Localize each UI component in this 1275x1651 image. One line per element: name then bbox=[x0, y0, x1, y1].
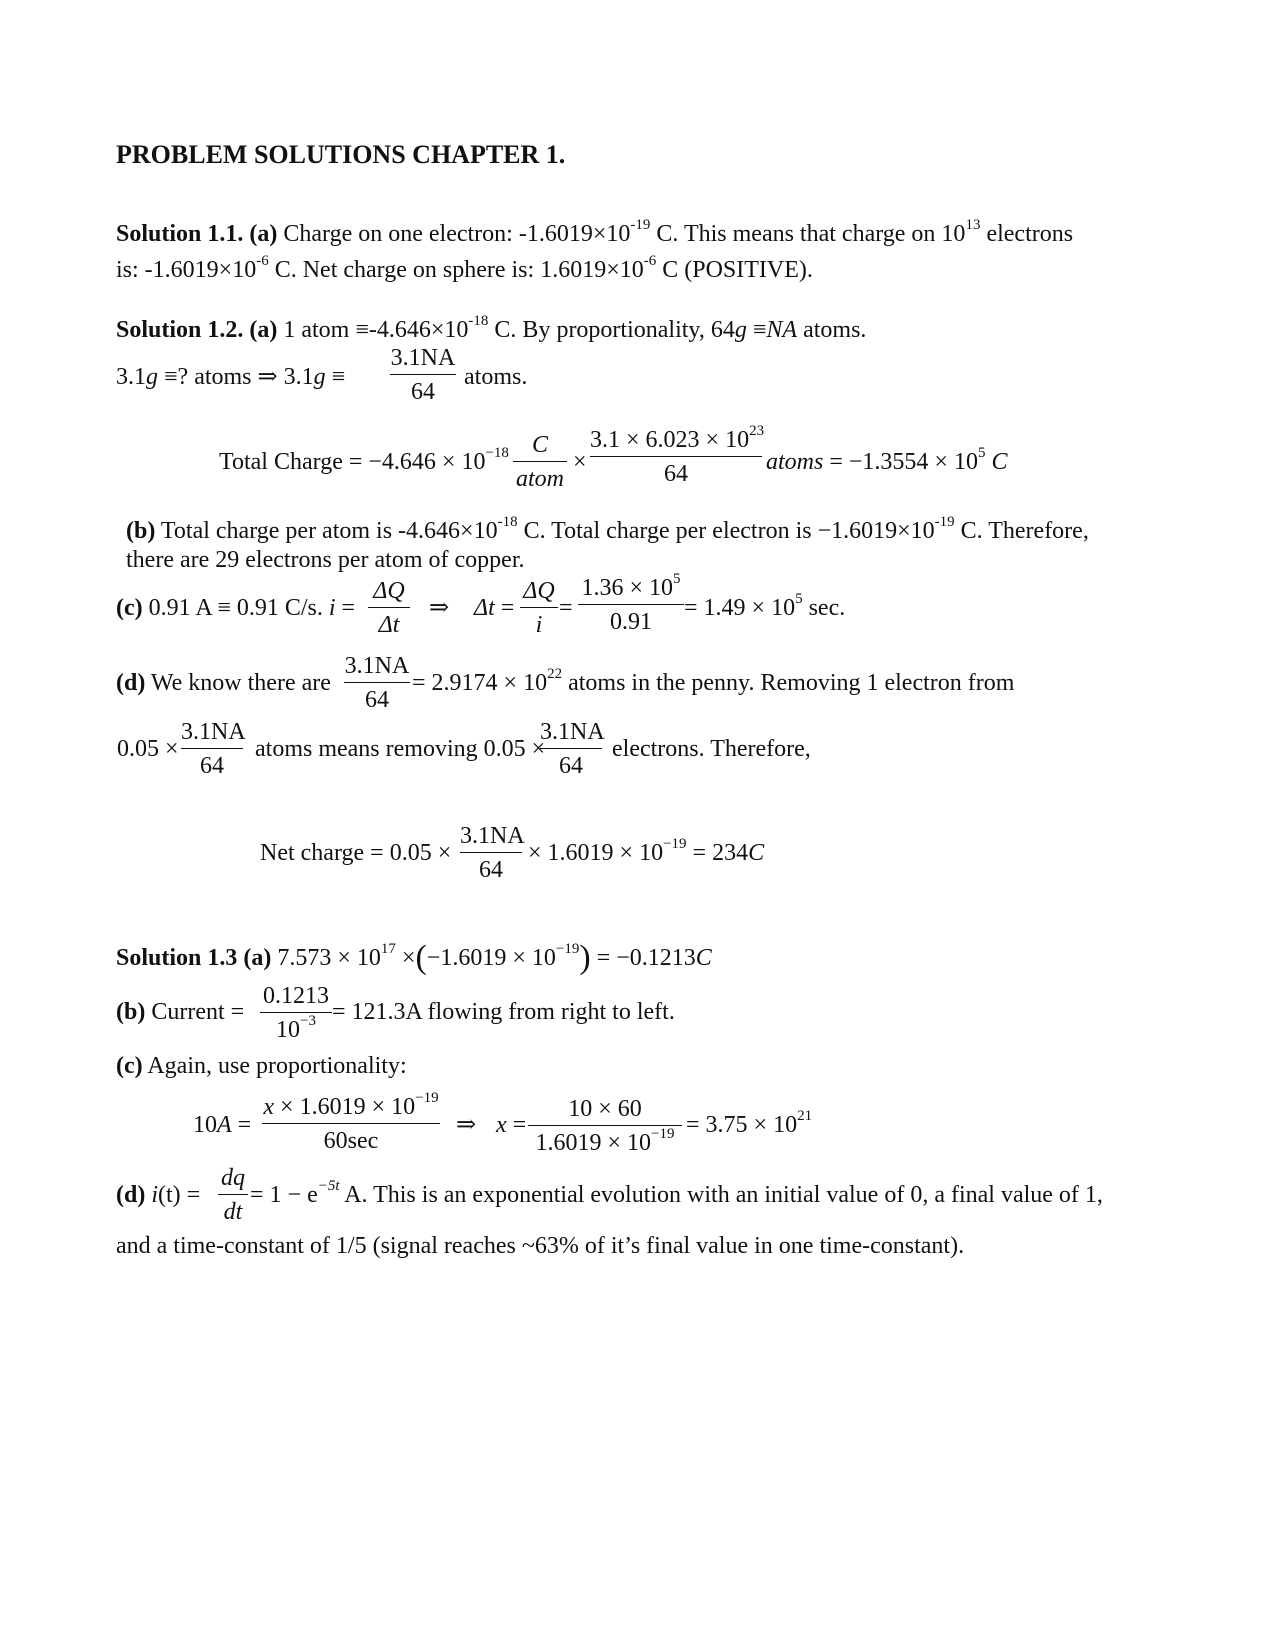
text: × bbox=[395, 945, 416, 971]
var-g: g bbox=[313, 364, 326, 390]
fraction-atoms bbox=[540, 719, 605, 779]
exponent: -19 bbox=[630, 217, 651, 233]
part-d-start bbox=[116, 671, 331, 695]
text: × 1.6019 × 10 bbox=[274, 1094, 416, 1120]
fraction-bar bbox=[578, 604, 684, 605]
fraction-bar bbox=[520, 607, 558, 608]
text: = 1 − e bbox=[250, 1182, 318, 1208]
denominator: 64 bbox=[200, 753, 224, 779]
fraction-avogadro bbox=[590, 423, 765, 487]
text: −1.6019 × 10 bbox=[426, 945, 556, 971]
fraction-bar bbox=[513, 461, 567, 462]
part-d-rest bbox=[412, 666, 1015, 696]
solution-1-1-line-2 bbox=[116, 253, 813, 283]
fraction-atoms bbox=[344, 654, 410, 712]
text bbox=[474, 596, 514, 620]
fraction-bar bbox=[181, 748, 243, 749]
text: 1.36 × 10 bbox=[581, 575, 674, 601]
numerator: dq bbox=[221, 1165, 245, 1191]
fraction-atoms bbox=[460, 823, 525, 883]
exponent: -18 bbox=[468, 313, 489, 329]
part-label: (a) bbox=[249, 317, 278, 343]
exponent: 22 bbox=[547, 666, 563, 682]
denominator: 60sec bbox=[323, 1128, 379, 1154]
denominator: 64 bbox=[365, 687, 389, 713]
var-x: x bbox=[263, 1094, 275, 1120]
unit: C bbox=[991, 449, 1008, 475]
part-label: (d) bbox=[116, 670, 146, 696]
exponent: -6 bbox=[256, 253, 269, 269]
text: = bbox=[231, 1112, 252, 1138]
fraction-bar bbox=[344, 682, 410, 683]
exponent: 13 bbox=[965, 217, 981, 233]
text: 10 bbox=[276, 1017, 301, 1043]
text bbox=[686, 1108, 813, 1138]
denominator: i bbox=[535, 612, 543, 638]
numerator bbox=[590, 423, 765, 453]
solution-1-1-line-1 bbox=[116, 217, 1074, 247]
text: C. Therefore, bbox=[954, 518, 1089, 544]
fraction-current bbox=[260, 984, 332, 1042]
var-i: i bbox=[151, 1182, 159, 1208]
text: = bbox=[335, 595, 356, 621]
numerator bbox=[262, 1090, 440, 1120]
text: = bbox=[506, 1112, 527, 1138]
denominator: 0.91 bbox=[610, 609, 652, 635]
solution-label: Solution 1.2. bbox=[116, 317, 244, 343]
fraction-bar bbox=[368, 607, 410, 608]
exponent: −19 bbox=[651, 1126, 675, 1142]
exponent: 17 bbox=[380, 941, 396, 957]
exponent: −19 bbox=[663, 836, 687, 852]
text: 3.1 × 6.023 × 10 bbox=[590, 427, 750, 453]
text: C. Total charge per electron is −1.6019×10 bbox=[517, 518, 935, 544]
exponent: -18 bbox=[497, 514, 518, 530]
text: Total charge per atom is -4.646×10 bbox=[160, 518, 498, 544]
exponent: −19 bbox=[415, 1090, 439, 1106]
unit: A bbox=[217, 1112, 232, 1138]
text bbox=[116, 1183, 200, 1207]
text: = bbox=[559, 595, 573, 621]
fraction-time bbox=[578, 571, 684, 635]
denominator bbox=[260, 1013, 332, 1043]
fraction-dq-dt bbox=[368, 579, 410, 637]
exponent: 5 bbox=[795, 591, 803, 607]
fraction-bar bbox=[260, 1012, 332, 1013]
text: 10 bbox=[193, 1112, 217, 1138]
var-x: x bbox=[496, 1112, 507, 1138]
text bbox=[496, 1113, 526, 1137]
numerator: 3.1NA bbox=[460, 823, 525, 849]
numerator: 3.1NA bbox=[540, 719, 605, 745]
implies-arrow: ⇒ bbox=[429, 595, 450, 621]
solution-1-3-line-d bbox=[250, 1178, 1103, 1208]
text: ≡ bbox=[746, 317, 767, 343]
solution-label: Solution 1.3 bbox=[116, 945, 238, 971]
text: electrons. Therefore, bbox=[612, 736, 811, 762]
fraction-bar bbox=[460, 852, 522, 853]
text: = 2.9174 × 10 bbox=[412, 670, 548, 696]
solution-1-2-line-1 bbox=[116, 313, 867, 343]
exponent: −19 bbox=[555, 941, 580, 957]
fraction-dq-dt bbox=[218, 1166, 248, 1224]
text: 3.1 bbox=[116, 364, 146, 390]
text: 1 atom ≡-4.646×10 bbox=[283, 317, 469, 343]
text: is: -1.6019×10 bbox=[116, 257, 257, 283]
text: = 3.75 × 10 bbox=[686, 1112, 798, 1138]
exponent: -19 bbox=[934, 514, 955, 530]
text: atoms bbox=[766, 449, 824, 475]
exponent: -6 bbox=[643, 253, 657, 269]
text: ≡ bbox=[325, 364, 346, 390]
numerator: 3.1NA bbox=[181, 719, 246, 745]
numerator bbox=[578, 571, 684, 601]
text: We know there are bbox=[150, 670, 331, 696]
text: × 1.6019 × 10 bbox=[528, 840, 664, 866]
text: Charge on one electron: -1.6019×10 bbox=[283, 221, 631, 247]
exponent: −3 bbox=[300, 1013, 316, 1029]
text: 0.05 × bbox=[117, 736, 179, 762]
var-na: NA bbox=[766, 317, 798, 343]
text: C. This means that charge on 10 bbox=[650, 221, 966, 247]
solution-1-2-line-2 bbox=[116, 365, 345, 389]
solution-1-3-line-c bbox=[116, 1054, 407, 1078]
fraction-bar bbox=[390, 374, 456, 375]
time-result bbox=[684, 591, 846, 621]
text: = 121.3A flowing from right to left. bbox=[332, 999, 675, 1025]
numerator: ΔQ bbox=[523, 578, 555, 604]
numerator: 0.1213 bbox=[263, 983, 329, 1009]
text: atoms in the penny. Removing 1 electron from bbox=[562, 670, 1015, 696]
text: electrons bbox=[980, 221, 1074, 247]
fraction-bar bbox=[262, 1123, 440, 1124]
denominator: dt bbox=[223, 1199, 243, 1225]
fraction-dq-i bbox=[520, 579, 558, 637]
unit: C bbox=[748, 840, 765, 866]
exponent: 5 bbox=[977, 445, 986, 461]
exponent: −5t bbox=[317, 1178, 340, 1194]
text: sec. bbox=[802, 595, 846, 621]
part-label: (a) bbox=[249, 221, 278, 247]
text: ≡? atoms ⇒ 3.1 bbox=[158, 364, 314, 390]
denominator: Δt bbox=[378, 612, 400, 638]
text: = 1.49 × 10 bbox=[684, 595, 796, 621]
fraction-bar bbox=[218, 1194, 248, 1195]
solution-1-3-line-d-2: and a time-constant of 1/5 (signal reaches ~63% of it’s final value in one time-constant). bbox=[116, 1233, 965, 1259]
fraction-c-per-atom bbox=[513, 433, 567, 491]
net-charge-result bbox=[528, 836, 765, 866]
denominator: 64 bbox=[479, 857, 503, 883]
var-g: g bbox=[146, 364, 158, 390]
fraction-charge-count bbox=[262, 1090, 440, 1154]
total-charge-lhs bbox=[219, 445, 509, 475]
text bbox=[193, 1113, 251, 1137]
solution-1-3-line-b bbox=[116, 1000, 244, 1024]
text: C. Net charge on sphere is: 1.6019×10 bbox=[268, 257, 644, 283]
numerator: ΔQ bbox=[373, 578, 405, 604]
text: = −0.1213 bbox=[590, 945, 696, 971]
unit: C bbox=[695, 945, 712, 971]
var-i: i bbox=[328, 595, 336, 621]
part-label: (d) bbox=[116, 1182, 146, 1208]
text: Current = bbox=[151, 999, 245, 1025]
exponent: −18 bbox=[485, 445, 509, 461]
part-label: (c) bbox=[116, 1053, 143, 1079]
part-b-line-2: there are 29 electrons per atom of copper. bbox=[126, 547, 525, 573]
solution-1-3-line-a: Solution 1.3 (a) $7.573 \times 10^{17} \times(-1.6019 \times 10^{-19}) = -0.1213C$ bbox=[116, 939, 712, 976]
part-label: (a) bbox=[243, 945, 272, 971]
text: atoms means removing 0.05 × bbox=[255, 736, 546, 762]
part-label: (b) bbox=[126, 518, 156, 544]
implies-arrow: ⇒ bbox=[456, 1112, 477, 1138]
text: C (POSITIVE). bbox=[656, 257, 813, 283]
text: C. By proportionality, 64 bbox=[488, 317, 735, 343]
fraction-bar bbox=[540, 748, 602, 749]
text: atoms. bbox=[797, 317, 867, 343]
part-label: (c) bbox=[116, 595, 143, 621]
numerator: 10 × 60 bbox=[568, 1096, 642, 1122]
text: 3.1NA bbox=[344, 653, 410, 679]
exponent: 5 bbox=[673, 571, 681, 587]
part-b-line-1 bbox=[126, 514, 1089, 544]
numerator: C bbox=[531, 432, 548, 458]
fraction-atoms bbox=[181, 719, 246, 779]
text: = 234 bbox=[686, 840, 749, 866]
text: Again, use proportionality: bbox=[147, 1053, 407, 1079]
times-sign: × bbox=[573, 449, 587, 475]
var-g: g bbox=[734, 317, 747, 343]
total-charge-result bbox=[766, 445, 1008, 475]
net-charge-label: Net charge = 0.05 × bbox=[260, 840, 452, 866]
fraction-bar bbox=[590, 456, 762, 457]
text: Total Charge = −4.646 × 10 bbox=[219, 449, 486, 475]
exponent: 21 bbox=[797, 1108, 813, 1124]
exponent: 23 bbox=[749, 423, 765, 439]
part-label: (b) bbox=[116, 999, 146, 1025]
numerator bbox=[344, 654, 410, 678]
text: atoms. bbox=[464, 364, 528, 390]
denominator: 64 bbox=[411, 379, 435, 405]
denominator: atom bbox=[516, 466, 564, 492]
fraction bbox=[390, 346, 456, 404]
text: Δt bbox=[474, 595, 495, 621]
text: (t) = bbox=[158, 1182, 201, 1208]
fraction-electron-count bbox=[528, 1097, 682, 1155]
solution-label: Solution 1.1. bbox=[116, 221, 244, 247]
text: 7.573 × 10 bbox=[277, 945, 381, 971]
denominator: 64 bbox=[664, 461, 688, 487]
page-title: PROBLEM SOLUTIONS CHAPTER 1. bbox=[116, 140, 566, 169]
text: = −1.3554 × 10 bbox=[823, 449, 978, 475]
text: 0.91 A ≡ 0.91 C/s. bbox=[148, 595, 323, 621]
denominator bbox=[528, 1126, 682, 1156]
part-c-line bbox=[116, 596, 355, 620]
denominator: 64 bbox=[559, 753, 583, 779]
text: A. This is an exponential evolution with an initial value of 0, a final value of 1, bbox=[339, 1182, 1103, 1208]
numerator: 3.1NA bbox=[390, 345, 456, 371]
text: 1.6019 × 10 bbox=[535, 1130, 652, 1156]
text: = bbox=[494, 595, 515, 621]
